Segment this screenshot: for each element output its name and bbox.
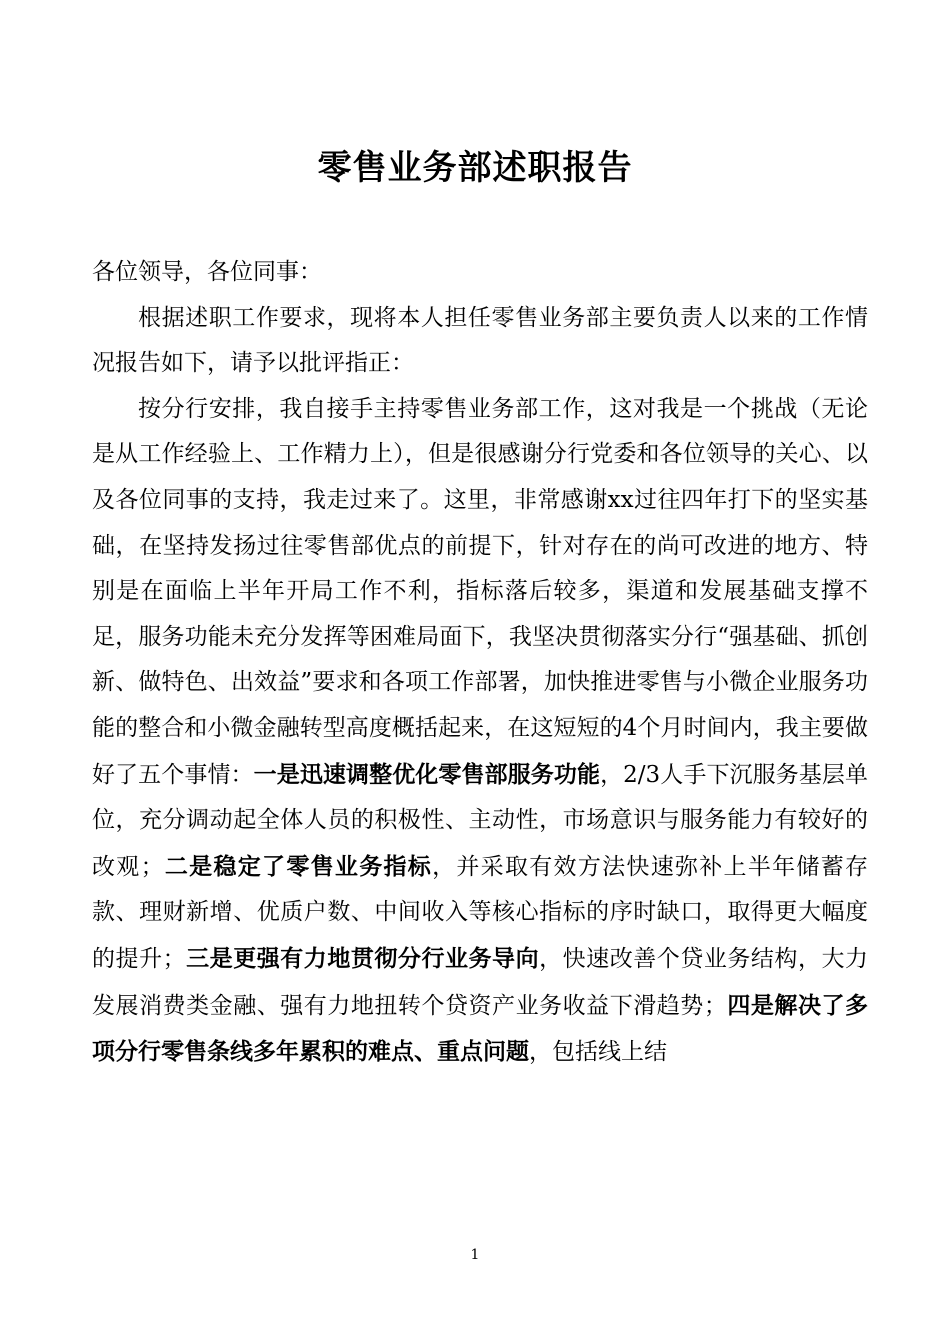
emphasis-point-four: 四是解决了多项分行零售条线多年累积的难点、重点问题	[92, 991, 868, 1066]
emphasis-point-one: 一是迅速调整优化零售部服务功能	[253, 760, 601, 788]
paragraph-text: ，并采取有效方法快速弥补上半年储蓄存款、理财新增、优质户数、中间收入等核心指标的序时缺口，取得更大幅度的提升；	[92, 853, 869, 972]
paragraph-text: ，快速改善个贷业务结构，大力发展消费类金融、强有力地扭转个贷资产业务收益下滑趋势；	[92, 945, 868, 1019]
document-body	[92, 250, 868, 1076]
paragraph-text: ，包括线上结	[529, 1039, 667, 1066]
main-paragraph	[92, 387, 868, 1076]
paragraph-text: ，2/3人手下沉服务基层单位，充分调动起全体人员的积极性、主动性，市场意识与服务能力有较好的改观；	[92, 761, 869, 880]
page-number: 1	[470, 1247, 480, 1263]
document-title: 零售业务部述职报告	[317, 148, 633, 188]
emphasis-point-three: 三是更强有力地贯彻分行业务导向	[185, 944, 540, 972]
salutation: 各位领导，各位同事：	[92, 259, 322, 285]
emphasis-point-two: 二是稳定了零售业务指标	[163, 852, 433, 880]
paragraph-text: 按分行安排，我自接手主持零售业务部工作，这对我是一个挑战（无论是从工作经验上、工作精力上），但是很感谢分行党委和各位领导的关心、以及各位同事的支持，我走过来了。这里，非常感谢xx过往四年打下的坚实基础，在坚持发扬过往零售部优点的前提下，针对存在的尚可改进的地方、特别是在面临上半年开局工作不利，指标落后较多，渠道和发展基础支撑不足，服务功能未充分发挥等困难局面下，我坚决贯彻落实分行“强基础、抓创新、做特色、出效益”要求和各项工作部署，加快推进零售与小微企业服务功能的整合和小微金融转型高度概括起来，在这短短的4个月时间内，我主要做好了五个事情：	[92, 395, 868, 788]
intro-paragraph: 根据述职工作要求，现将本人担任零售业务部主要负责人以来的工作情况报告如下，请予以批评指正：	[92, 304, 868, 377]
